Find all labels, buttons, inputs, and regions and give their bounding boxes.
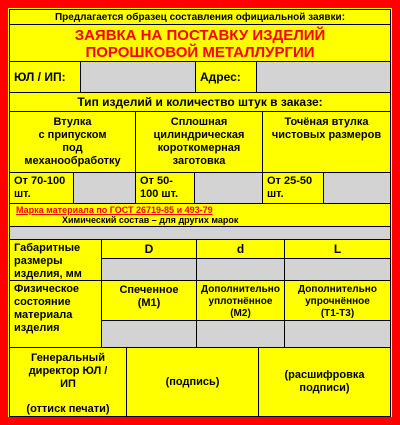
material-field[interactable]	[9, 226, 391, 240]
condition-field-t1-t3[interactable]	[284, 320, 391, 348]
condition-field-m2[interactable]	[196, 320, 285, 348]
form-title	[9, 24, 391, 62]
signature-cell[interactable]	[126, 347, 259, 417]
condition-option-m2: Дополнительно уплотнённое (М2)	[196, 280, 285, 321]
name-decode-label: (расшифровка подписи)	[284, 369, 365, 394]
dimensions-label: Габаритные размеры изделия, мм	[9, 239, 102, 281]
products-heading: Тип изделий и количество штук в заказе:	[9, 92, 391, 112]
dim-header-D: D	[101, 239, 197, 259]
chemical-composition-label: Химический состав – для других марок	[62, 215, 239, 225]
company-label: ЮЛ / ИП:	[9, 61, 81, 93]
intro-text: Предлагается образец составления официальной заявки:	[9, 9, 391, 25]
material-grade-label: Марка материала по ГОСТ 26719-85 и 493-79	[16, 205, 213, 215]
title-line-1: ЗАЯВКА НА ПОСТАВКУ ИЗДЕЛИЙ	[74, 27, 326, 44]
dim-field-d[interactable]	[196, 258, 285, 281]
product-type-3: Точёная втулка чистовых размеров	[262, 111, 391, 173]
address-label: Адрес:	[195, 61, 257, 93]
qty-field-3[interactable]	[323, 172, 391, 204]
dim-field-L[interactable]	[284, 258, 391, 281]
condition-option-t1-t3: Дополнительно упрочнённое (Т1-Т3)	[284, 280, 391, 321]
dim-header-d: d	[196, 239, 285, 259]
dim-field-D[interactable]	[101, 258, 197, 281]
condition-label: Физическое состояние материала изделия	[9, 280, 102, 348]
director-block	[9, 347, 127, 417]
stamp-label: (оттиск печати)	[26, 403, 110, 415]
address-field[interactable]	[256, 61, 391, 93]
product-type-1: Втулка с припуском под механообработку	[9, 111, 136, 173]
name-decode-cell[interactable]	[258, 347, 391, 417]
signature-label: (подпись)	[165, 375, 220, 388]
company-field[interactable]	[80, 61, 196, 93]
qty-label-1: От 70-100 шт.	[9, 172, 74, 204]
condition-field-m1[interactable]	[101, 320, 197, 348]
title-line-2: ПОРОШКОВОЙ МЕТАЛЛУРГИИ	[85, 44, 315, 61]
qty-label-2: От 50- 100 шт.	[135, 172, 195, 204]
condition-option-m1: Спеченное (М1)	[101, 280, 197, 321]
director-label: Генеральный директор ЮЛ / ИП	[28, 352, 108, 390]
dim-header-L: L	[284, 239, 391, 259]
qty-field-1[interactable]	[73, 172, 136, 204]
qty-field-2[interactable]	[194, 172, 263, 204]
qty-label-3: От 25-50 шт.	[262, 172, 324, 204]
product-type-2: Сплошная цилиндрическая короткомерная заготовка	[135, 111, 263, 173]
material-header	[9, 203, 391, 227]
